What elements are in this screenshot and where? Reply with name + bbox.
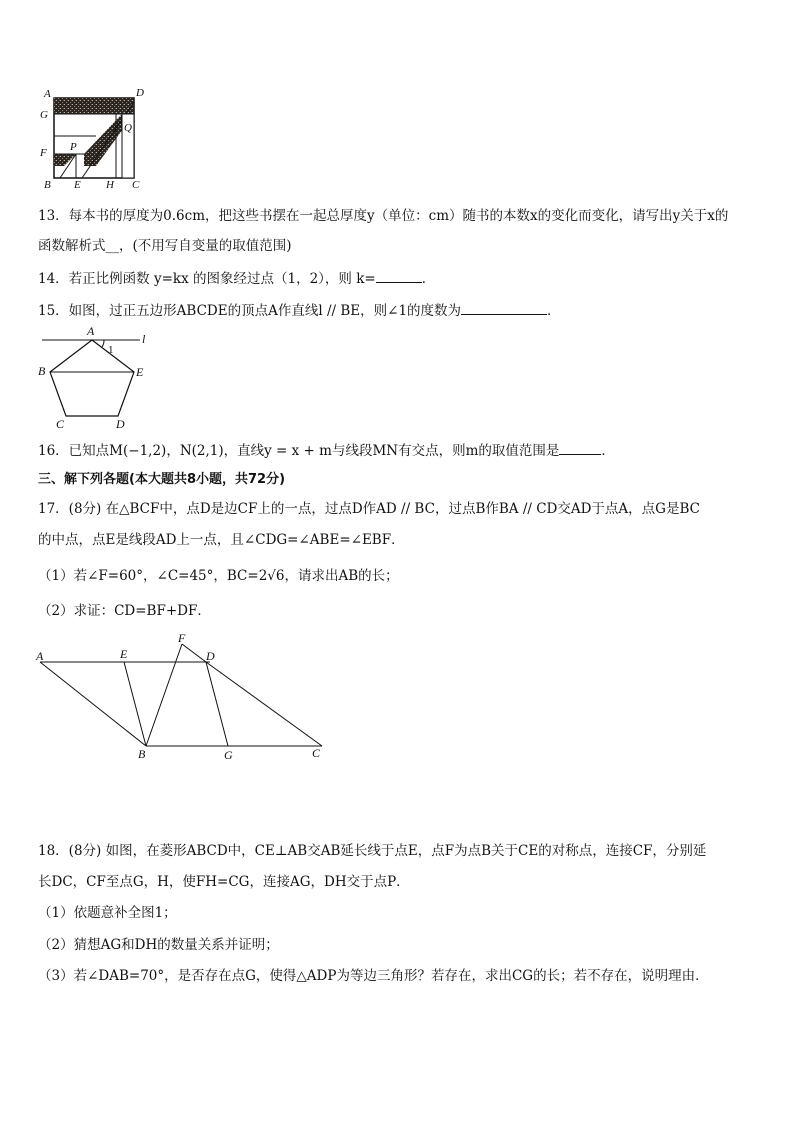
label-D: D	[116, 417, 125, 431]
label-A: A	[36, 649, 44, 663]
figure-square-q12	[36, 84, 148, 192]
shaded-bottom-left	[54, 154, 76, 166]
label-C: C	[56, 417, 65, 431]
q17-line1: 17．(8分) 在△BCF中，点D是边CF上的一点，过点D作AD // BC，过点B作BA // CD交AD于点A，点G是BC	[38, 501, 700, 517]
q14-text: 14．若正比例函数 y=kx 的图象经过点（1，2），则 k=	[38, 271, 376, 287]
q15-end: ．	[547, 303, 561, 319]
label-F: F	[40, 147, 47, 159]
q14	[38, 270, 435, 288]
q17-line2: 的中点，点E是线段AD上一点，且∠CDG=∠ABE=∠EBF．	[38, 532, 405, 548]
q16-answer-blank[interactable]	[559, 442, 601, 455]
label-angle-1: 1	[108, 344, 114, 356]
q18-part2: （2）猜想AG和DH的数量关系并证明；	[38, 937, 279, 953]
q18-part3: （3）若∠DAB=70°，是否存在点G，使得△ADP为等边三角形？若存在，求出CG的长；若不存在，说明理由．	[38, 968, 709, 984]
label-A: A	[44, 88, 51, 100]
q14-answer-blank[interactable]	[376, 270, 422, 283]
pentagon	[50, 340, 134, 416]
q14-end: ．	[421, 271, 436, 287]
label-G: G	[224, 748, 233, 762]
label-E: E	[136, 365, 144, 379]
q18-line1: 18．(8分) 如图，在菱形ABCD中，CE⊥AB交AB延长线于点E，点F为点B关于CE的对称点，连接CF，分别延	[38, 843, 707, 859]
label-B: B	[138, 747, 146, 761]
q16-text: 16．已知点M(−1,2)，N(2,1)，直线y = x + m与线段MN有交点，则m的取值范围是	[38, 443, 560, 459]
q16-end: ．	[601, 443, 615, 459]
label-B: B	[44, 179, 51, 191]
label-C: C	[132, 179, 140, 191]
label-E: E	[120, 647, 128, 661]
label-D: D	[206, 649, 215, 663]
label-B: B	[38, 364, 46, 378]
label-C: C	[312, 746, 321, 760]
q15-text: 15．如图，过正五边形ABCDE的顶点A作直线l // BE，则∠1的度数为	[38, 303, 462, 319]
label-P: P	[70, 141, 77, 153]
label-Q: Q	[124, 122, 132, 134]
label-A: A	[87, 324, 95, 338]
q15-answer-blank[interactable]	[461, 302, 547, 315]
q17-part1: （1）若∠F=60°，∠C=45°，BC=2√6，请求出AB的长；	[38, 568, 399, 584]
label-H: H	[106, 179, 114, 191]
q13-line1: 13．每本书的厚度为0.6cm，把这些书摆在一起总厚度y（单位：cm）随书的本数x的变化而变化，请写出y关于x的	[38, 208, 729, 224]
figure-parallelogram-q17	[30, 630, 330, 764]
label-D: D	[136, 87, 144, 99]
q18-part1: （1）依题意补全图1；	[38, 905, 177, 921]
label-l: l	[142, 332, 146, 346]
q18-line2: 长DC，CF至点G，H，使FH=CG，连接AG，DH交于点P．	[38, 874, 410, 890]
shaded-top	[54, 98, 134, 114]
q16	[38, 442, 615, 460]
label-E: E	[74, 179, 81, 191]
label-G: G	[40, 109, 48, 121]
section-3-title: 三、解下列各题(本大题共8小题，共72分)	[38, 472, 286, 487]
q13-line2: 函数解析式__，(不用写自变量的取值范围)	[38, 238, 292, 254]
q17-part2: （2）求证：CD=BF+DF．	[38, 603, 211, 619]
figure-pentagon-q15	[36, 322, 156, 432]
label-F: F	[178, 631, 186, 645]
q15	[38, 302, 561, 320]
